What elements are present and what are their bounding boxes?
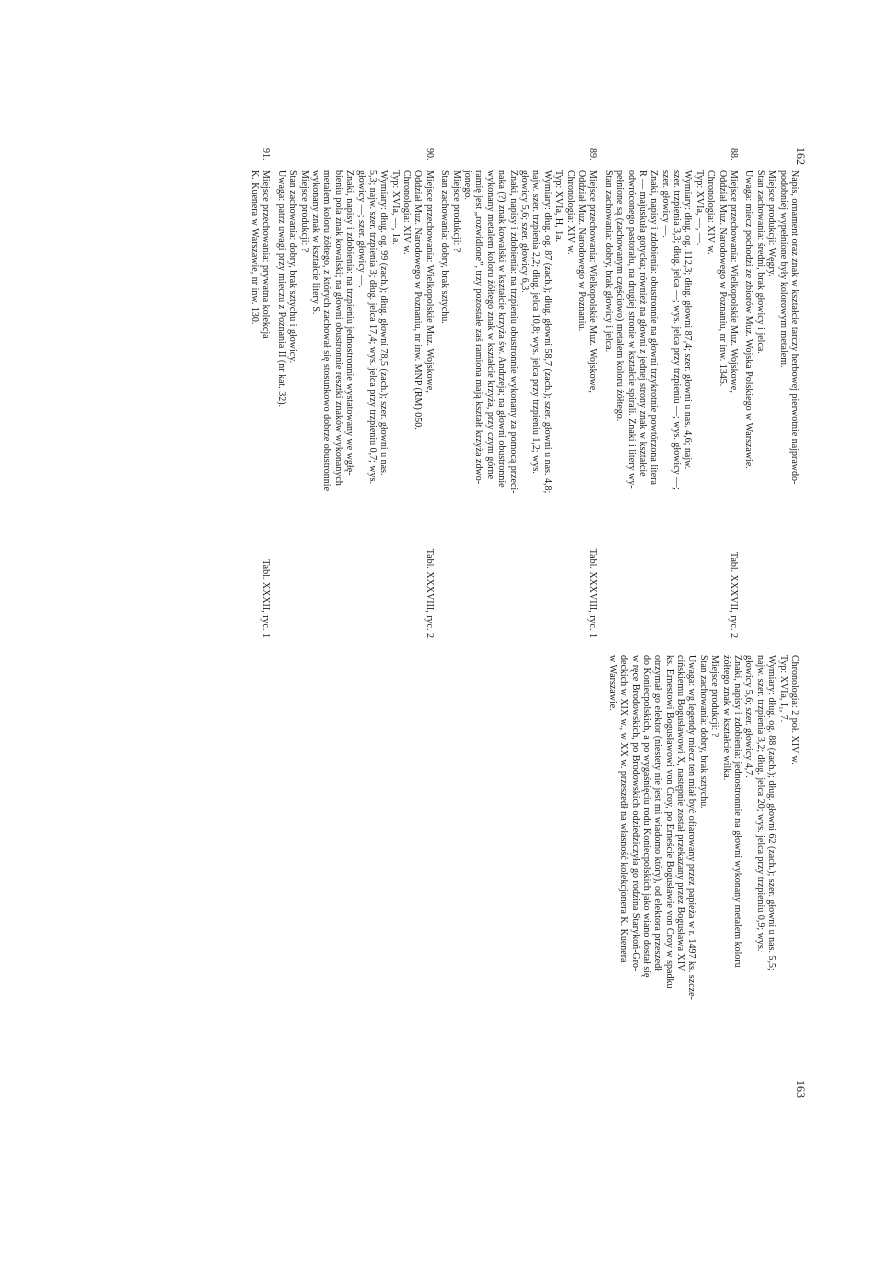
line-text: Miejsce przechowania: Wielkopolskie Muz. Wojskowe, (423, 170, 435, 393)
line-text: Uwaga: wg legendy miecz ten miał być ofiarowany przez papieża w r. 1497 ks. szcze- (686, 655, 698, 1000)
line-text: szer. głowicy —. (659, 170, 671, 238)
plate-reference: Tabl. XXXVII, ryc. 2 (728, 552, 740, 638)
line-text: Wymiary: dług. og. 99 (zach.); dług. głowni 78,5 (zach.); szer. głowni u nas. (378, 170, 390, 476)
line-text: Typ: XVIa, —, 1a. (389, 170, 401, 245)
line-text: podobniej wypełnione były kolorowym metalem. (777, 170, 789, 368)
line-text: wykonany metalem koloru żółtego znak w kształcie krzyża, przy czym górne (484, 170, 496, 480)
line-text: Wymiary: dług. og. 87 (zach.); dług. głowni 58,7 (zach.); szer. głowni u nas. 4,8; (541, 170, 553, 494)
line-text: naka (?) znak kowalski w kształcie krzyża św. Andrzeja; na głowni obustronnie (496, 170, 508, 488)
line-text: ramię jest „rozwidlone”, trzy pozostałe zaś ramiona mają kształt krzyża zdwo- (473, 170, 485, 485)
text-line (777, 655, 788, 1135)
text-line (743, 655, 754, 1135)
line-text: Stan zachowania: dobry, brak sztychu. (439, 170, 451, 324)
line-text: Stan zachowania: dobry, brak sztychu i głowicy. (287, 170, 299, 364)
line-text: Oddział Muz. Narodowego w Poznaniu, nr inw. MNP (RM) 050. (412, 170, 424, 430)
text-line (663, 655, 674, 1135)
text-line (648, 148, 659, 638)
line-text: Miejsce produkcji: ? (298, 170, 310, 253)
text-line (743, 148, 754, 638)
text-line (355, 148, 366, 638)
text-line (496, 148, 507, 638)
line-text: Miejsce produkcji: Węgry. (766, 170, 778, 277)
line-text: Uwaga: miecz pochodzi ze zbiorów Muz. Wojska Polskiego w Warszawie. (743, 170, 755, 469)
line-text: Miejsce przechowania: Wielkopolskie Muz. Wojskowe, (587, 170, 599, 393)
text-line (519, 148, 530, 638)
text-line (332, 148, 343, 638)
line-text: Wymiary: dług. og. 88 (zach.); dług. głowni 62 (zach.); szer. głowni u nas. 5,5; (766, 655, 778, 971)
left-page-text (249, 148, 800, 638)
text-line (659, 148, 670, 638)
text-line (606, 655, 617, 1135)
text-line (439, 148, 450, 638)
line-text: otrzymał go elektor (niestety nie jest mi wiadomo który), od elektora przeszedł (652, 655, 664, 972)
text-line (637, 148, 648, 638)
text-line (298, 148, 309, 638)
line-text: ks. Ernestowi Bogusławowi von Croy, po Erneście Bogusławie von Croy w spadku (663, 655, 675, 989)
line-text: 5,3; najw. szer. trzpienia 3; dług. jelca 17,4; wys. jelca przy trzpieniu 0,7; wys. (366, 170, 378, 484)
text-line (564, 148, 575, 638)
line-text: w Warszawie. (606, 655, 618, 711)
line-text: wykonany znak w kształcie litery S. (309, 170, 321, 315)
text-line (709, 655, 720, 1135)
text-line (789, 655, 800, 1135)
line-text: Stan zachowania: średni, brak głowicy i jelca. (754, 170, 766, 354)
line-text: Oddział Muz. Narodowego w Poznaniu. (575, 170, 587, 332)
line-text: Chronologia: XIV w. (564, 170, 576, 255)
line-text: Uwaga: patrz uwagi przy mieczu z Poznania II (nr kat. 32). (275, 170, 287, 408)
text-line (541, 148, 552, 638)
text-line (720, 655, 731, 1135)
line-text: R — majuskuła gotycka; również na głowni z jednej strony znak w kształcie (636, 170, 648, 477)
text-line (625, 148, 636, 638)
plate-reference: Tabl. XXXVIII, ryc. 2 (423, 548, 435, 638)
line-text: szer. trzpienia 3,3; dług. jelca —; wys. jelca przy trzpieniu —; wys. głowicy —; (671, 170, 683, 490)
text-line (754, 655, 765, 1135)
text-line (321, 148, 332, 638)
entry-number: 88. (728, 148, 740, 161)
text-line (424, 148, 435, 638)
line-text: w ręce Brodowskich, po Brodowskich odziedziczyła go rodzina Starykoń-Gro- (629, 655, 641, 972)
line-text: Stan zachowania: dobry, brak sztychu. (697, 655, 709, 809)
text-line (686, 655, 697, 1135)
text-line (412, 148, 423, 638)
text-line (777, 148, 788, 638)
line-text: najw. szer. trzpienia 3,2; dług. jelca 20; wys. jelca przy trzpieniu 0,9; wys. (754, 655, 766, 952)
text-line (249, 148, 260, 638)
text-line (614, 148, 625, 638)
line-text: cińskiemu Bogusławowi X, następnie został przekazany przez Bogusława XIV (675, 655, 687, 972)
line-text: deckich w XIX w., w XX w. przeszedł na własność kolekcjonera K. Kuenera (618, 655, 630, 963)
text-line (576, 148, 587, 638)
line-text: Miejsce przechowania: Wielkopolskie Muz. Wojskowe, (728, 170, 740, 393)
text-line (675, 655, 686, 1135)
text-line (310, 148, 321, 638)
text-line (450, 148, 461, 638)
line-text: głowicy 5,6; szer. głowicy 6,3. (519, 170, 531, 293)
text-line (693, 148, 704, 638)
line-text: głowicy —; szer. głowicy —. (355, 170, 367, 288)
line-text: odwróconego pastorału, na drugiej stronie w kształcie spirali. Znaki i litery wy- (625, 170, 637, 489)
entry-number: 91. (260, 148, 272, 161)
line-text: Napis, ornament oraz znak w kształcie tarczy herbowej pierwotnie najprawdo- (789, 170, 800, 485)
text-line (716, 148, 727, 638)
line-text: Typ: XVIa, H, 1a. (553, 170, 565, 243)
line-text: pełnione są (zachowanym częściowo) metalem koloru żółtego. (614, 170, 626, 422)
text-line (671, 148, 682, 638)
line-text: głowicy 5,6; szer. głowicy 4,7. (743, 655, 755, 778)
entry-number: 90. (423, 148, 435, 161)
text-line (484, 148, 495, 638)
plate-reference: Tabl. XXXII, ryc. 1 (260, 559, 272, 638)
plate-reference: Tabl. XXXVIII, ryc. 1 (587, 548, 599, 638)
line-text: Znaki, napisy i zdobienia: obustronnie na głowni trzykrotnie powtórzona litera (648, 170, 660, 485)
text-line (389, 148, 400, 638)
text-line (378, 148, 389, 638)
line-text: Oddział Muz. Narodowego w Poznaniu, nr inw. 1345. (716, 170, 728, 387)
line-text: Miejsce produkcji: ? (709, 655, 721, 738)
line-text: Znaki, napisy i zdobienia: na trzpieniu obustronnie wykonany za pomocą przeci- (507, 170, 519, 494)
text-line (629, 655, 640, 1135)
line-text: Miejsce produkcji: ? (450, 170, 462, 253)
text-line (705, 148, 716, 638)
line-text: Znaki, napisy i zdobienia: na trzpieniu jednostronnie wystatowany we wgłę- (344, 170, 356, 476)
text-line (641, 655, 652, 1135)
text-line (732, 655, 743, 1135)
line-text: Typ: XVIa, —, —. (693, 170, 705, 246)
text-line (530, 148, 541, 638)
line-text: Chronologia: XIV w. (705, 170, 717, 255)
text-line (367, 148, 378, 638)
line-text: żółtego znak w kształcie wilka. (720, 655, 732, 781)
text-line (728, 148, 739, 638)
line-text: Miejsce przechowania: prywatna kolekcja (260, 170, 272, 339)
text-line (275, 148, 286, 638)
text-line (766, 655, 777, 1135)
line-text: do Koniecpolskich, a po wygaśnięciu rodu Koniecpolskich jako wiano dostał się (640, 655, 652, 978)
text-line (553, 148, 564, 638)
line-text: Chronologia: 2 poł. XIV w. (789, 655, 800, 765)
line-text: Typ: XVIa, I₁, 7. (777, 655, 789, 723)
text-line (507, 148, 518, 638)
right-page-number: 163 (794, 1080, 808, 1098)
text-line (260, 148, 271, 638)
line-text: Chronologia: XIV w. (401, 170, 413, 255)
text-line (401, 148, 412, 638)
text-line (618, 655, 629, 1135)
line-text: metalem koloru żółtego, z których zachował się stosunkowo dobrze obustronnie (321, 170, 333, 492)
text-line (766, 148, 777, 638)
text-line (682, 148, 693, 638)
text-line (587, 148, 598, 638)
text-line (344, 148, 355, 638)
line-text: Wymiary: dług. og. 112,3; dług. głowni 87,4; szer. głowni u nas. 4,6; najw. (682, 170, 694, 470)
line-text: Znaki, napisy i zdobienia: jednostronnie na głowni wykonany metalem koloru (732, 655, 744, 968)
entry-number: 89. (587, 148, 599, 161)
text-line (754, 148, 765, 638)
line-text: bieniu pola znak kowalski; na głowni obustronnie resztki znaków wykonanych (332, 170, 344, 486)
text-line (287, 148, 298, 638)
line-text: najw. szer. trzpienia 2,2; dług. jelca 10,8; wys. jelca przy trzpieniu 1,2; wys. (530, 170, 542, 474)
text-line (602, 148, 613, 638)
text-line (697, 655, 708, 1135)
line-text: jonego. (462, 170, 474, 200)
text-line (652, 655, 663, 1135)
line-text: K. Kuenera w Warszawie, nr inw. 130. (249, 170, 261, 325)
text-line (462, 148, 473, 638)
left-page-number: 162 (794, 147, 808, 165)
line-text: Stan zachowania: dobry, brak głowicy i jelca. (602, 170, 614, 353)
text-line (473, 148, 484, 638)
right-page-text (606, 655, 800, 1135)
text-line (789, 148, 800, 638)
